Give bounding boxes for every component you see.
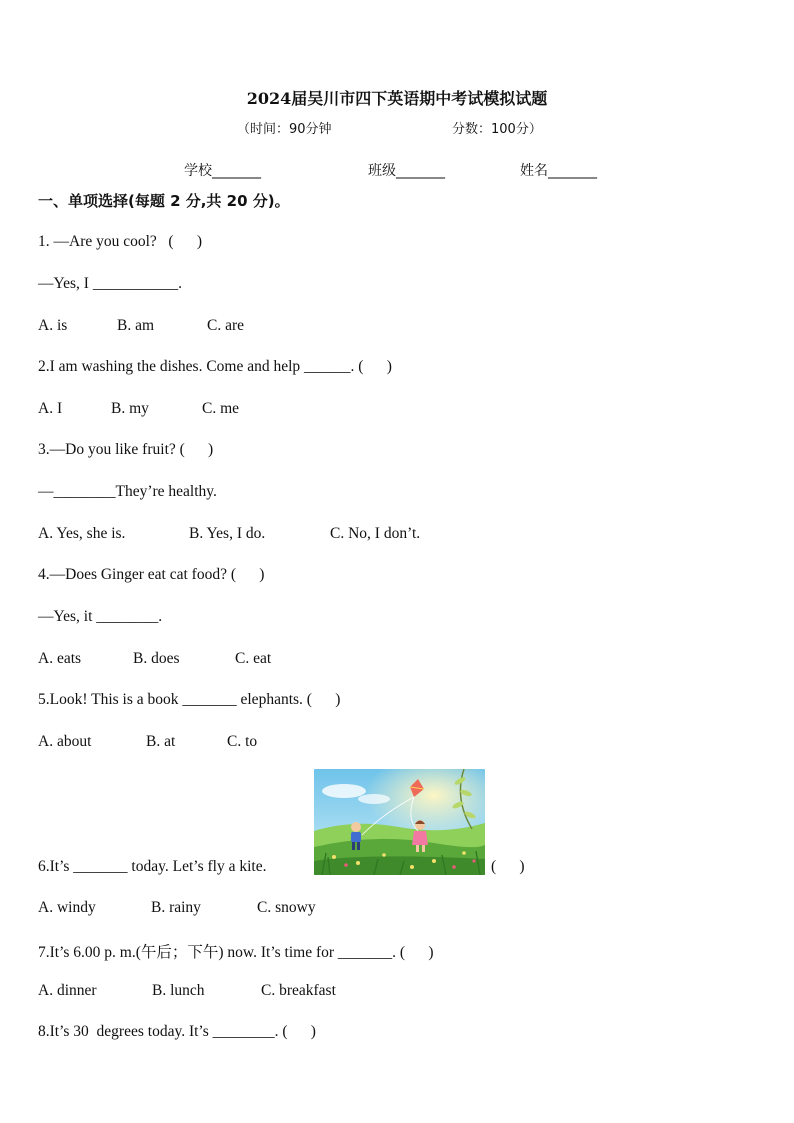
option-a: A. dinner [38,982,97,999]
question-8-stem: 8.It’s 30 degrees today. It’s ________. ( ) [38,1023,316,1040]
question-3-stem: 3.—Do you like fruit? ( ) [38,441,214,458]
option-a: A. Yes, she is. [38,525,126,542]
option-b: B. at [146,733,176,750]
option-a: A. windy [38,899,96,916]
question-1-stem: 1. —Are you cool? ( ) [38,233,202,250]
question-3-options [38,525,420,543]
option-a: A. I [38,400,63,417]
question-2-options [38,400,239,418]
question-5-options [38,733,257,751]
option-c: C. to [227,733,258,750]
option-c: C. eat [235,650,272,667]
option-b: B. rainy [151,899,201,916]
question-7-stem: 7.It’s 6.00 p. m.(午后；下午) now. It’s time for _______. ( ) [38,944,434,961]
time-limit: （时间：90分钟 [237,122,332,137]
question-6-answer-paren: ( ) [491,858,525,875]
option-b: B. am [117,317,155,334]
option-b: B. lunch [152,982,205,999]
question-1-answer-line: —Yes, I ___________. [38,275,182,292]
option-b: B. does [133,650,180,667]
question-3-answer-line: —________They’re healthy. [38,483,217,500]
question-5-stem: 5.Look! This is a book _______ elephants. ( ) [38,691,341,708]
question-4-answer-line: —Yes, it ________. [38,608,163,625]
question-7-options [38,982,336,1000]
kite-scene-icon [314,769,485,875]
option-c: C. breakfast [261,982,336,999]
school-field: 学校_______ [184,163,261,179]
option-a: A. eats [38,650,82,667]
question-4-stem: 4.—Does Ginger eat cat food? ( ) [38,566,265,583]
option-c: C. me [202,400,240,417]
section-heading: 一、单项选择(每题 2 分,共 20 分)。 [38,192,290,210]
question-6-options [38,899,316,917]
option-a: A. is [38,317,68,334]
class-field: 班级_______ [368,163,445,179]
option-b: B. my [111,400,149,417]
name-field: 姓名_______ [520,163,597,179]
question-6-stem: 6.It’s _______ today. Let’s fly a kite. [38,858,267,875]
option-b: B. Yes, I do. [189,525,266,542]
kite-flying-children-illustration [314,769,485,875]
total-score: 分数：100分） [452,122,542,137]
question-1-options [38,317,244,335]
option-a: A. about [38,733,92,750]
option-c: C. No, I don’t. [330,525,421,542]
question-2-stem: 2.I am washing the dishes. Come and help ______. ( ) [38,358,392,375]
question-4-options [38,650,271,668]
option-c: C. snowy [257,899,316,916]
page-title: 2024届吴川市四下英语期中考试模拟试题 [246,89,548,108]
option-c: C. are [207,317,245,334]
